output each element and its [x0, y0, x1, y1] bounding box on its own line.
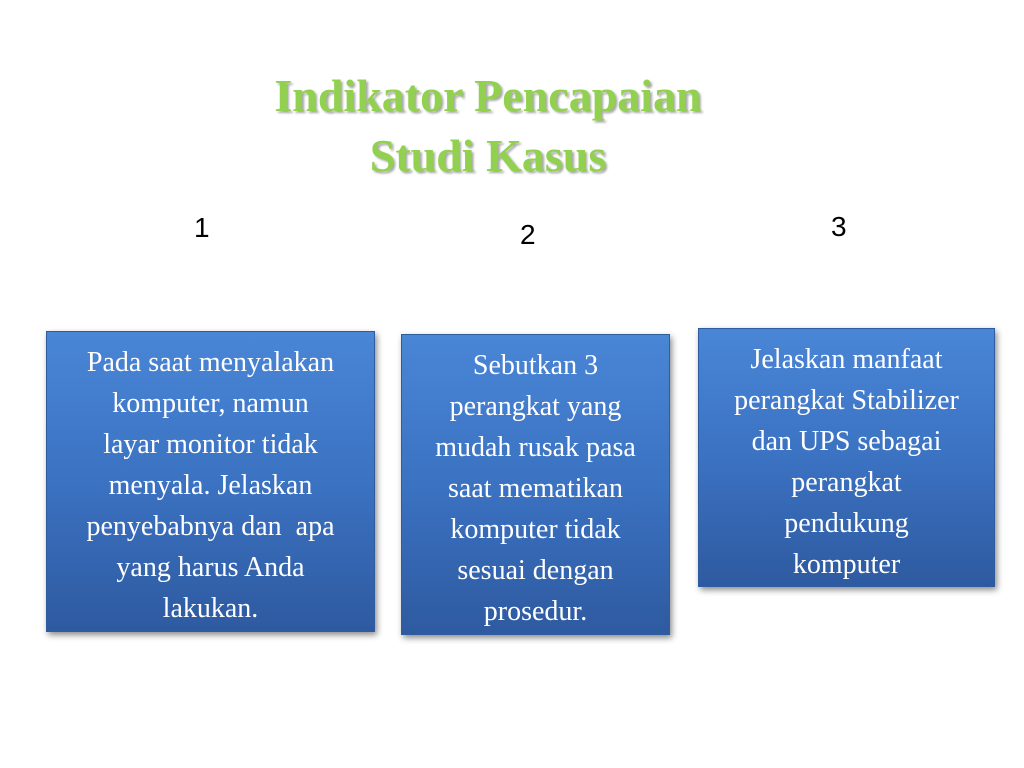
item-number-1: 1 — [194, 212, 210, 243]
slide-title — [0, 66, 976, 186]
card-2-line: sesuai dengan — [457, 555, 614, 586]
case-card-2 — [401, 334, 670, 635]
card-2-line: Sebutkan 3 — [472, 350, 599, 381]
card-2-line: prosedur. — [483, 596, 588, 627]
card-3-line: komputer — [792, 549, 901, 580]
card-2-line: perangkat yang — [449, 391, 622, 422]
card-1-line: penyebabnya dan apa — [86, 511, 335, 542]
card-1-line: menyala. Jelaskan — [108, 470, 313, 501]
item-number-3: 3 — [831, 211, 847, 242]
card-1-line: komputer, namun — [112, 388, 309, 419]
card-1-line: yang harus Anda — [116, 552, 305, 583]
card-3-line: dan UPS sebagai — [751, 426, 942, 457]
card-2-line: komputer tidak — [450, 514, 621, 545]
title-line-1: Indikator Pencapaian — [274, 70, 702, 121]
card-2-line: mudah rusak pasa — [435, 432, 636, 463]
card-2-line: saat mematikan — [448, 473, 623, 504]
case-card-3 — [698, 328, 995, 587]
card-1-line: layar monitor tidak — [103, 429, 318, 460]
item-number-2: 2 — [520, 219, 536, 250]
card-3-line: perangkat — [791, 467, 902, 498]
card-1-line: Pada saat menyalakan — [86, 347, 335, 378]
card-3-line: Jelaskan manfaat — [750, 344, 943, 375]
card-3-line: perangkat Stabilizer — [734, 385, 959, 416]
title-line-2: Studi Kasus — [369, 130, 607, 181]
case-card-1 — [46, 331, 375, 632]
card-1-line: lakukan. — [162, 593, 259, 624]
card-3-line: pendukung — [784, 508, 909, 539]
